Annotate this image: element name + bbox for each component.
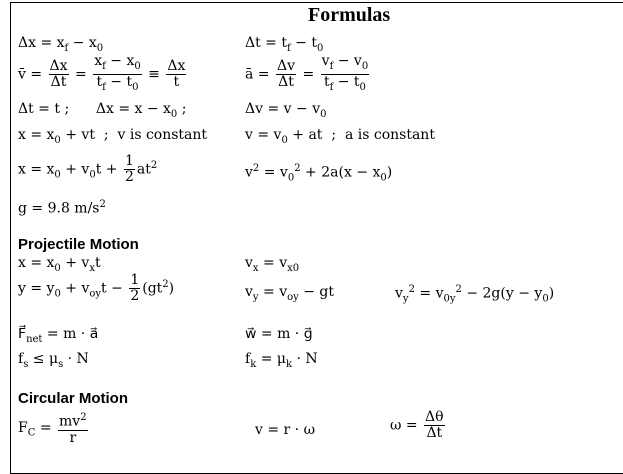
- eq-velocity-squared: $v^2 = v_0^2 + 2a(x - x_0)$: [245, 163, 393, 184]
- eq-net-force: $F⃗_{net} = m$ · a⃗: [18, 326, 99, 345]
- eq-average-velocity: v̄ = $\frac{\Delta x}{\Delta t}$ = $\frac{x_f - x_0}{t_f - t_0}$ ≡ $\frac{\Delta x}{t}$: [18, 53, 186, 93]
- eq-delta-velocity: $\Delta v = v - v_0$: [245, 101, 327, 120]
- eq-angular-velocity: ω = $\frac{\Delta\theta}{\Delta t}$: [390, 409, 444, 441]
- eq-constant-velocity: $x = x_0$ + vt ; v is constant: [18, 127, 208, 146]
- eq-projectile-vy: $v_y = v_{oy}$ − gt: [245, 284, 335, 303]
- eq-average-acceleration: ā = $\frac{\Delta v}{\Delta t}$ = $\frac{v_f - v_0}{t_f - t_0}$: [245, 53, 369, 93]
- eq-displacement: $\Delta x = x_f - x_0$: [18, 35, 104, 54]
- heading-projectile-motion: Projectile Motion: [18, 236, 139, 253]
- eq-constant-acceleration: $v = v_0$ + at ; a is constant: [245, 127, 435, 146]
- eq-centripetal-force: $F_C$ = $\frac{mv^2}{r}$: [18, 412, 87, 446]
- eq-gravity: g = 9.8 $m/s^2$: [18, 199, 106, 217]
- eq-time-displacement: Δt = t ; $\Delta x = x - x_0$ ;: [18, 101, 187, 120]
- eq-projectile-x: $x = x_0 + v_xt$: [18, 255, 101, 274]
- eq-projectile-vy-squared: $v_y^2 = v_{0y}^2 - 2g(y - y_0)$: [395, 284, 555, 305]
- heading-circular-motion: Circular Motion: [18, 390, 129, 407]
- eq-projectile-y: $y = y_0 + v_{oy}t$ − $\frac{1}{2}$ $(gt^2)$: [18, 272, 175, 304]
- page-title: Formulas: [308, 4, 391, 26]
- eq-kinetic-friction: $f_k = \mu_k \cdot N$: [245, 351, 318, 370]
- eq-projectile-vx: $v_x = v_{x0}$: [245, 255, 300, 274]
- eq-delta-time: $\Delta t = t_f - t_0$: [245, 35, 324, 54]
- eq-position-accel: $x = x_0 + v_0t$ + $\frac{1}{2}$ $at^2$: [18, 153, 158, 185]
- eq-weight: w⃗ = m · g⃗: [245, 326, 313, 342]
- eq-static-friction: $f_s \le \mu_s \cdot N$: [18, 351, 89, 370]
- eq-linear-angular-velocity: v = r · ω: [255, 422, 315, 438]
